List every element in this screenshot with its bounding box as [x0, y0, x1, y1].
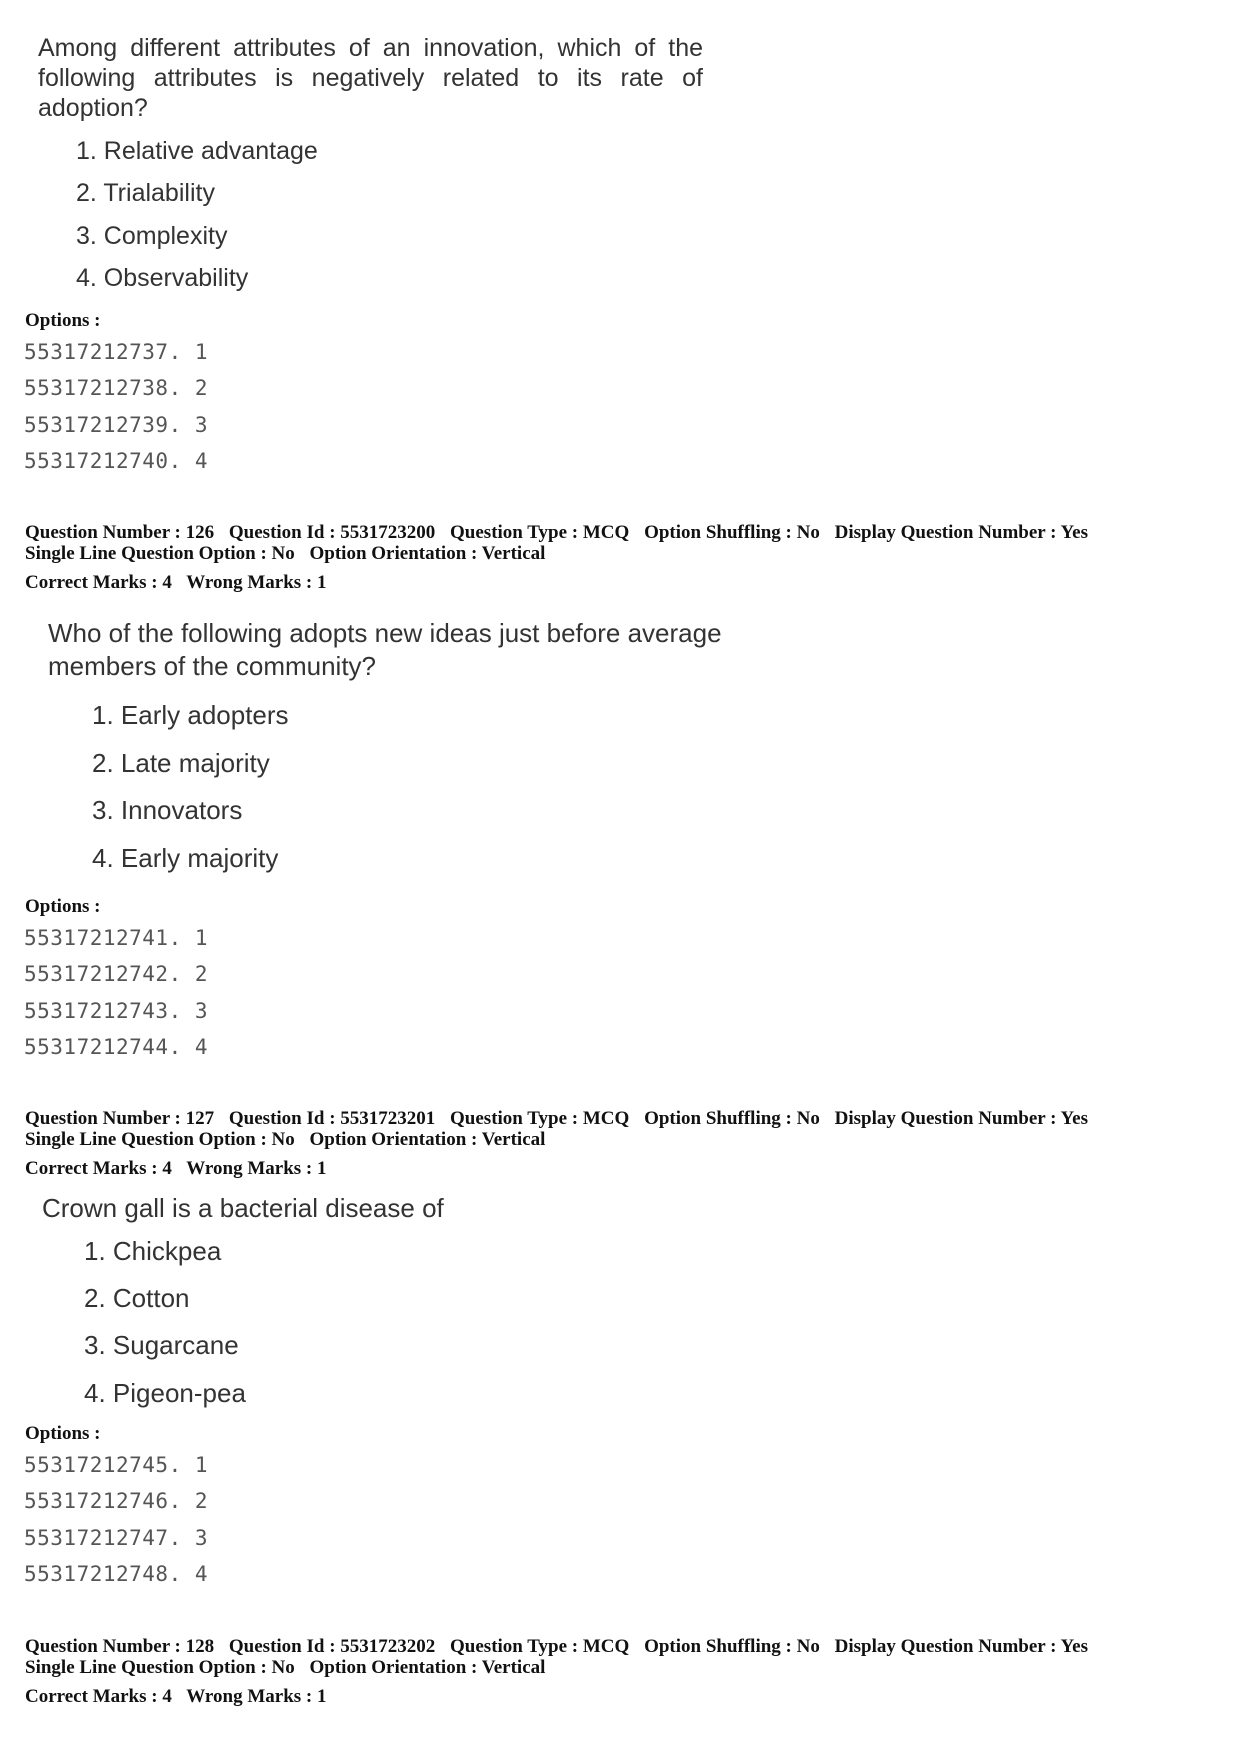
answer-choice: 1. Chickpea [84, 1236, 222, 1266]
answer-choice: 3. Sugarcane [84, 1330, 239, 1360]
wrong-marks: Wrong Marks : 1 [186, 1686, 327, 1707]
options-label: Options : [25, 1423, 101, 1444]
question-meta [25, 1108, 1088, 1179]
answer-choice: 4. Early majority [92, 843, 279, 873]
answer-choice: 2. Trialability [76, 179, 215, 207]
display-question-number: Display Question Number : Yes [834, 1108, 1088, 1129]
answer-choice: 1. Early adopters [92, 700, 289, 730]
answer-choice: 3. Complexity [76, 222, 228, 250]
meta-line [25, 543, 1088, 564]
question-type: Question Type : MCQ [450, 1636, 630, 1657]
meta-line [25, 1158, 1088, 1179]
option-row: 55317212744. 4 [24, 1035, 209, 1059]
option-shuffling: Option Shuffling : No [644, 1636, 820, 1657]
question-stem-line: following attributes is negatively related to its rate of [38, 64, 703, 92]
option-row: 55317212746. 2 [24, 1489, 209, 1513]
option-orientation: Option Orientation : Vertical [309, 543, 546, 564]
option-row: 55317212740. 4 [24, 449, 209, 473]
question-id: Question Id : 5531723202 [228, 1636, 436, 1657]
question-type: Question Type : MCQ [450, 522, 630, 543]
meta-line [25, 1636, 1088, 1657]
question-stem [48, 617, 808, 683]
option-row: 55317212745. 1 [24, 1453, 209, 1477]
options-label: Options : [25, 896, 101, 917]
meta-line [25, 522, 1088, 543]
question-id: Question Id : 5531723200 [228, 522, 436, 543]
question-number: Question Number : 127 [25, 1108, 215, 1129]
question-meta [25, 1636, 1088, 1707]
correct-marks: Correct Marks : 4 [25, 572, 172, 593]
meta-line [25, 572, 1088, 593]
question-number: Question Number : 126 [25, 522, 215, 543]
option-row: 55317212737. 1 [24, 340, 209, 364]
answer-choice: 3. Innovators [92, 795, 243, 825]
single-line-option: Single Line Question Option : No [25, 1657, 295, 1678]
question-number: Question Number : 128 [25, 1636, 215, 1657]
question-type: Question Type : MCQ [450, 1108, 630, 1129]
question-stem-line: Among different attributes of an innovation, which of the [38, 34, 703, 62]
single-line-option: Single Line Question Option : No [25, 543, 295, 564]
options-label: Options : [25, 310, 101, 331]
option-orientation: Option Orientation : Vertical [309, 1657, 546, 1678]
option-row: 55317212743. 3 [24, 999, 209, 1023]
option-row: 55317212741. 1 [24, 926, 209, 950]
question-stem [38, 33, 703, 123]
question-stem-line: adoption? [38, 94, 148, 122]
option-row: 55317212742. 2 [24, 962, 209, 986]
display-question-number: Display Question Number : Yes [834, 1636, 1088, 1657]
display-question-number: Display Question Number : Yes [834, 522, 1088, 543]
question-meta [25, 522, 1088, 593]
question-stem-line: Crown gall is a bacterial disease of [42, 1193, 444, 1223]
correct-marks: Correct Marks : 4 [25, 1158, 172, 1179]
option-shuffling: Option Shuffling : No [644, 522, 820, 543]
question-stem [42, 1193, 802, 1223]
option-orientation: Option Orientation : Vertical [309, 1129, 546, 1150]
wrong-marks: Wrong Marks : 1 [186, 1158, 327, 1179]
question-stem-line: members of the community? [48, 651, 377, 681]
meta-line [25, 1657, 1088, 1678]
wrong-marks: Wrong Marks : 1 [186, 572, 327, 593]
question-id: Question Id : 5531723201 [228, 1108, 436, 1129]
answer-choice: 2. Late majority [92, 748, 270, 778]
option-shuffling: Option Shuffling : No [644, 1108, 820, 1129]
answer-choice: 4. Observability [76, 264, 249, 292]
answer-choice: 4. Pigeon-pea [84, 1378, 246, 1408]
question-stem-line: Who of the following adopts new ideas just before average [48, 618, 722, 648]
meta-line [25, 1686, 1088, 1707]
option-row: 55317212748. 4 [24, 1562, 209, 1586]
answer-choice: 1. Relative advantage [76, 137, 318, 165]
meta-line [25, 1108, 1088, 1129]
option-row: 55317212747. 3 [24, 1526, 209, 1550]
option-row: 55317212739. 3 [24, 413, 209, 437]
answer-choice: 2. Cotton [84, 1283, 190, 1313]
single-line-option: Single Line Question Option : No [25, 1129, 295, 1150]
meta-line [25, 1129, 1088, 1150]
correct-marks: Correct Marks : 4 [25, 1686, 172, 1707]
option-row: 55317212738. 2 [24, 376, 209, 400]
